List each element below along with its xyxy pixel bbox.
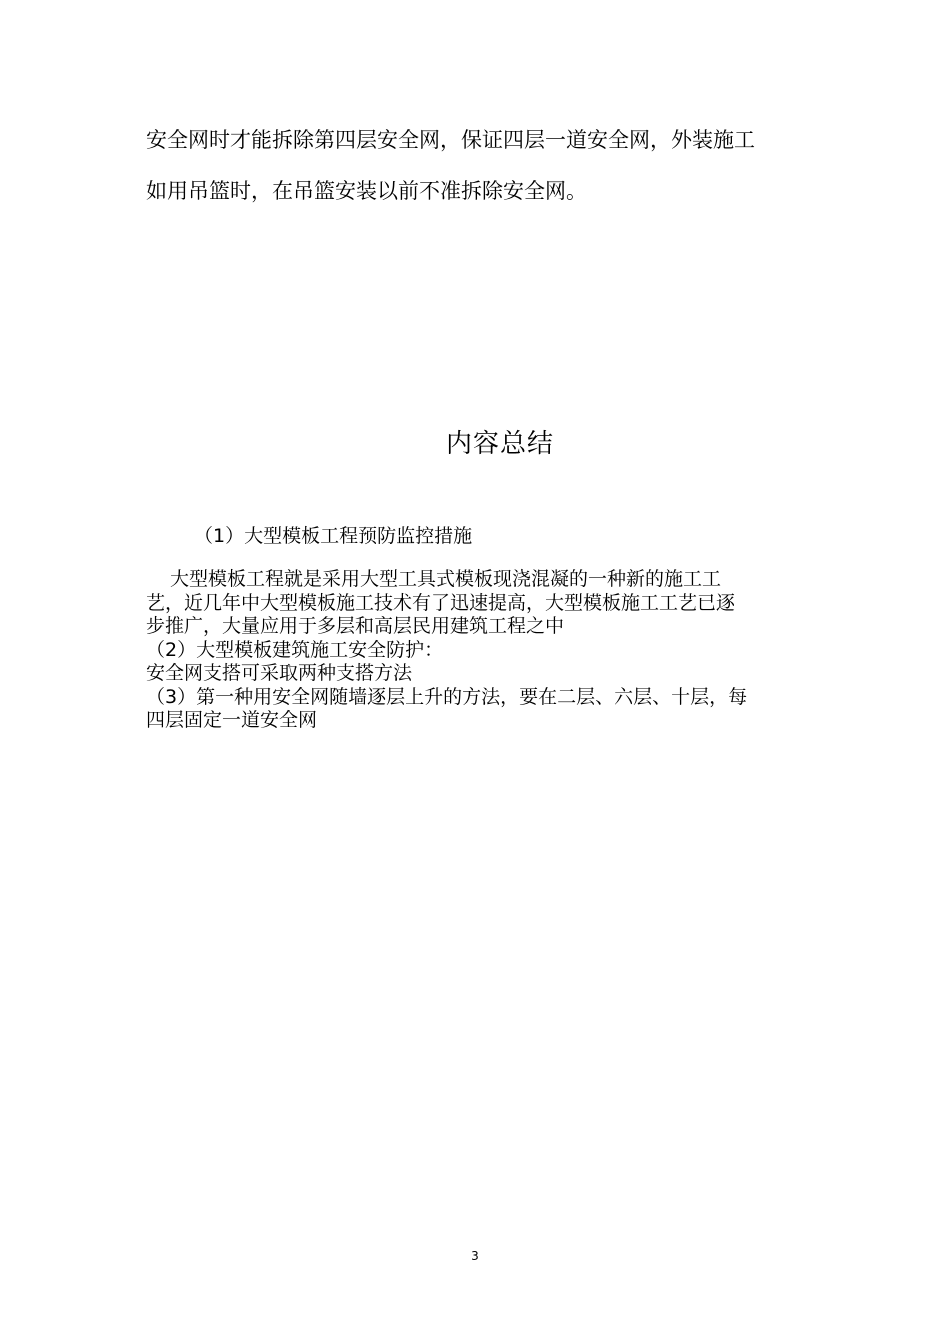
summary-item-heading: （1）大型模板工程预防监控措施 xyxy=(194,525,473,547)
summary-item-text: 安全网支搭可采取两种支搭方法 xyxy=(146,662,413,684)
body-text-line: 如用吊篮时，在吊篮安装以前不准拆除安全网。 xyxy=(146,179,587,203)
summary-item-text: （3）第一种用安全网随墙逐层上升的方法，要在二层、六层、十层，每 xyxy=(146,685,748,708)
summary-item-heading: （2）大型模板建筑施工安全防护： xyxy=(146,638,444,661)
summary-paragraph-line: 大型模板工程就是采用大型工具式模板现浇混凝的一种新的施工工 xyxy=(170,568,722,590)
summary-block xyxy=(146,568,836,733)
body-text-line: 安全网时才能拆除第四层安全网，保证四层一道安全网，外装施工 xyxy=(146,128,755,152)
summary-paragraph-line: 步推广，大量应用于多层和高层民用建筑工程之中 xyxy=(146,615,565,637)
summary-paragraph-line: 艺，近几年中大型模板施工技术有了迅速提高，大型模板施工工艺已逐 xyxy=(146,591,736,614)
section-title: 内容总结 xyxy=(446,429,555,459)
summary-item-text: 四层固定一道安全网 xyxy=(146,709,318,731)
page-number: 3 xyxy=(471,1249,479,1263)
